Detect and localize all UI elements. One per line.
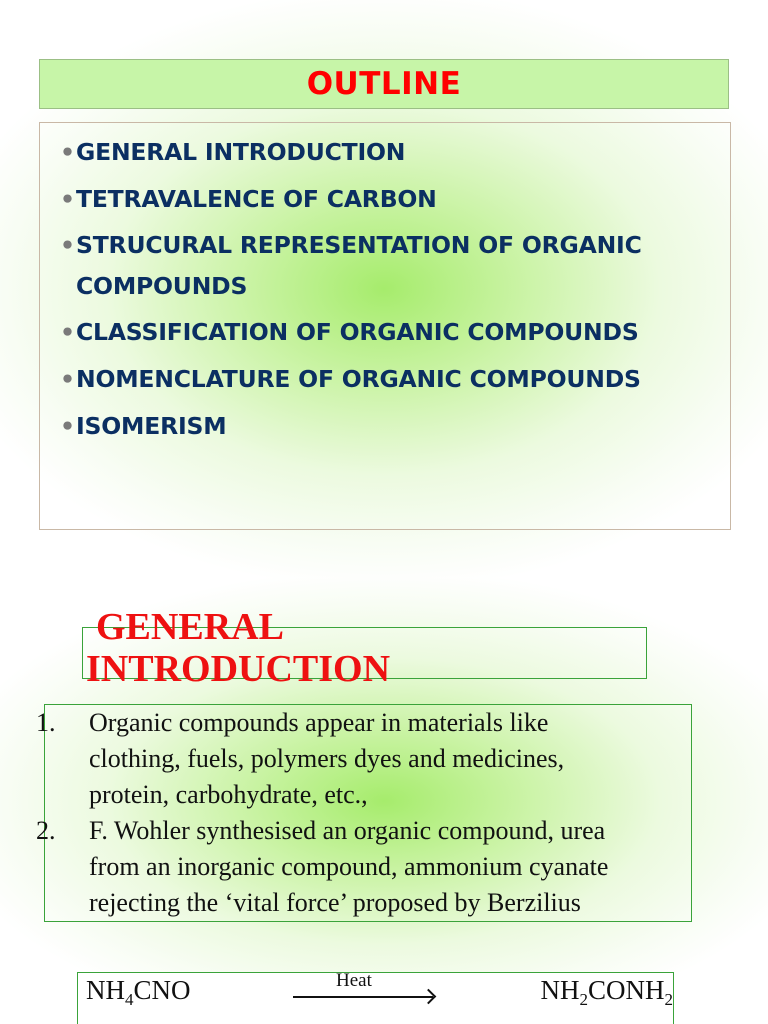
- bullet-icon: •: [60, 365, 75, 393]
- point-item: [36, 705, 696, 813]
- outline-item: [60, 178, 722, 220]
- outline-title-box: [39, 59, 729, 109]
- point-line: clothing, fuels, polymers dyes and medicines,: [89, 744, 565, 773]
- outline-item: [60, 311, 722, 353]
- points-list: [36, 705, 696, 921]
- point-item: [36, 813, 696, 921]
- equation-product: [540, 975, 673, 1009]
- product-subscript: 2: [664, 990, 673, 1009]
- outline-item-text: CLASSIFICATION OF ORGANIC COMPOUNDS: [76, 318, 639, 346]
- equation-box: [77, 972, 674, 1024]
- point-line: rejecting the ‘vital force’ proposed by Berzilius: [89, 888, 581, 917]
- point-line: from an inorganic compound, ammonium cyanate: [89, 852, 609, 881]
- bullet-icon: •: [60, 318, 75, 346]
- point-line: F. Wohler synthesised an organic compound, urea: [89, 816, 606, 845]
- outline-item: [60, 131, 722, 173]
- slide-general-introduction: [0, 578, 768, 1024]
- point-line: protein, carbohydrate, etc.,: [89, 780, 368, 809]
- outline-item-text: GENERAL INTRODUCTION: [76, 138, 406, 166]
- outline-item: [60, 225, 722, 307]
- outline-item-text: ISOMERISM: [76, 412, 227, 440]
- point-number: 1.: [36, 708, 56, 737]
- product-part: CONH: [587, 975, 665, 1005]
- outline-item-text-cont: COMPOUNDS: [76, 272, 248, 300]
- reaction-arrow-icon: [293, 996, 433, 998]
- product-part: NH: [540, 975, 580, 1005]
- equation-reactant: [86, 975, 191, 1009]
- outline-item: [60, 358, 722, 400]
- outline-title: OUTLINE: [306, 66, 462, 102]
- product-subscript: 2: [579, 990, 588, 1009]
- point-line: Organic compounds appear in materials like: [89, 708, 549, 737]
- outline-item-text: TETRAVALENCE OF CARBON: [76, 185, 437, 213]
- bullet-icon: •: [60, 412, 75, 440]
- bullet-icon: •: [60, 231, 75, 259]
- bullet-icon: •: [60, 185, 75, 213]
- bullet-icon: •: [60, 138, 75, 166]
- outline-list: [60, 131, 722, 447]
- outline-item: [60, 405, 722, 447]
- reactant-subscript: 4: [125, 990, 134, 1009]
- outline-content-box: [39, 122, 731, 530]
- outline-item-text: STRUCURAL REPRESENTATION OF ORGANIC: [76, 231, 642, 259]
- section-title-line2: INTRODUCTION: [86, 648, 391, 690]
- section-title-line1: GENERAL: [96, 606, 284, 648]
- reaction-condition: Heat: [336, 970, 372, 991]
- section-title: [86, 606, 506, 690]
- point-number: 2.: [36, 816, 56, 845]
- reactant-part: CNO: [133, 975, 191, 1005]
- outline-item-text: NOMENCLATURE OF ORGANIC COMPOUNDS: [76, 365, 641, 393]
- reactant-part: NH: [86, 975, 125, 1005]
